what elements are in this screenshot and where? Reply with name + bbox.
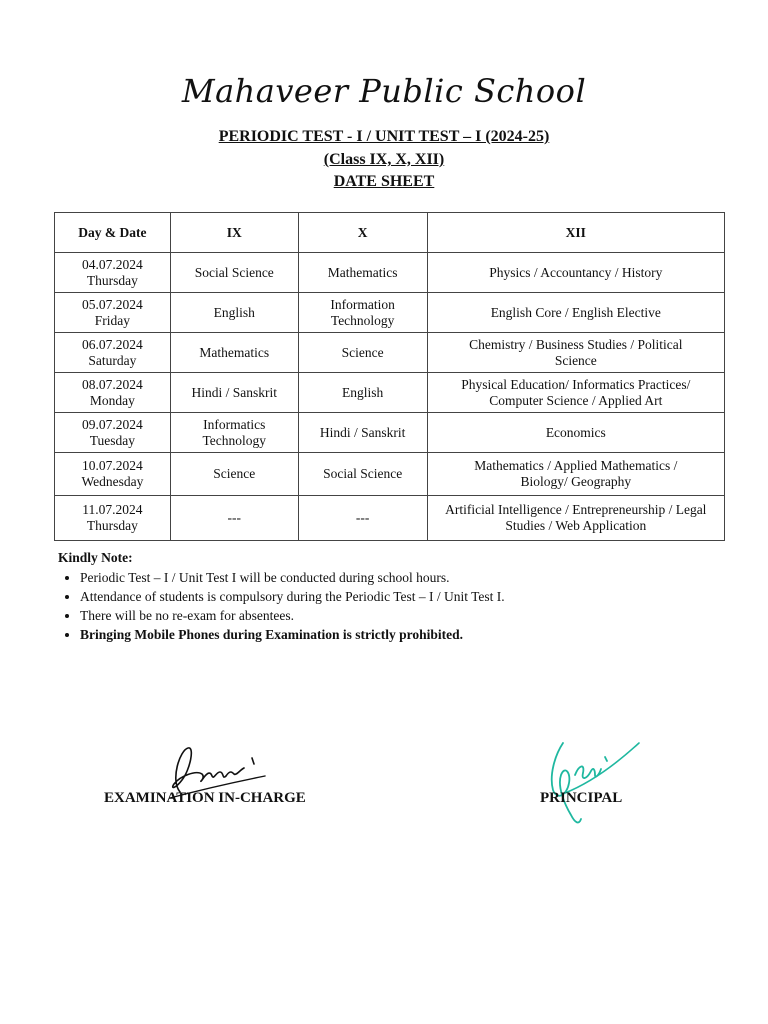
class-subtitle: (Class IX, X, XII) <box>323 151 445 168</box>
day: Monday <box>89 392 135 408</box>
date: 10.07.2024 <box>82 458 143 473</box>
ix-subject-cell: English <box>170 293 298 333</box>
date-cell <box>55 496 171 541</box>
ix-subject-cell: Social Science <box>170 253 298 293</box>
school-name: Mahaveer Public School <box>181 72 587 110</box>
x-subject-cell: Information Technology <box>298 293 427 333</box>
notes-title: Kindly Note: <box>58 550 133 565</box>
notes-list <box>58 568 738 644</box>
date-sheet-title: DATE SHEET <box>333 173 435 190</box>
day: Friday <box>94 312 131 328</box>
table-row <box>55 496 725 541</box>
day: Tuesday <box>89 432 136 448</box>
date-cell <box>55 293 171 333</box>
date: 06.07.2024 <box>82 336 143 352</box>
table-row <box>55 253 725 293</box>
date-cell <box>55 253 171 293</box>
day: Thursday <box>86 272 138 288</box>
table-row <box>55 453 725 496</box>
date-cell <box>55 413 171 453</box>
test-title: PERIODIC TEST - I / UNIT TEST – I (2024-25) <box>218 128 550 145</box>
xii-subject-cell: Economics <box>427 413 724 453</box>
date: 04.07.2024 <box>82 256 143 272</box>
column-header-xii: XII <box>427 213 724 253</box>
x-subject-cell: English <box>298 373 427 413</box>
xii-subject-cell: Mathematics / Applied Mathematics / Biology/ Geography <box>427 453 724 496</box>
table-row <box>55 333 725 373</box>
date: 05.07.2024 <box>82 296 143 312</box>
note-item-emphasis: • Bringing Mobile Phones during Examination is strictly prohibited. <box>80 625 738 644</box>
x-subject-cell: Mathematics <box>298 253 427 293</box>
x-subject-cell: Hindi / Sanskrit <box>298 413 427 453</box>
note-item: • Periodic Test – I / Unit Test I will be conducted during school hours. <box>80 568 738 587</box>
date: 08.07.2024 <box>82 376 143 392</box>
column-header-day-date: Day & Date <box>55 213 171 253</box>
note-item: • There will be no re-exam for absentees. <box>80 606 738 625</box>
date-sheet-table <box>54 212 725 541</box>
xii-subject-cell: Artificial Intelligence / Entrepreneurship / Legal Studies / Web Application <box>427 496 724 541</box>
ix-subject-cell: Science <box>170 453 298 496</box>
column-header-ix: IX <box>170 213 298 253</box>
examination-in-charge-label: EXAMINATION IN-CHARGE <box>104 790 306 806</box>
xii-subject-cell: English Core / English Elective <box>427 293 724 333</box>
note-item: • Attendance of students is compulsory during the Periodic Test – I / Unit Test I. <box>80 587 738 606</box>
ix-subject-cell: Hindi / Sanskrit <box>170 373 298 413</box>
xii-subject-cell: Physical Education/ Informatics Practices/ Computer Science / Applied Art <box>427 373 724 413</box>
x-subject-cell: Science <box>298 333 427 373</box>
xii-subject-cell: Physics / Accountancy / History <box>427 253 724 293</box>
table-row <box>55 293 725 333</box>
xii-subject-cell: Chemistry / Business Studies / Political Science <box>427 333 724 373</box>
notes-section <box>58 550 738 644</box>
ix-subject-cell: Informatics Technology <box>170 413 298 453</box>
ix-subject-cell: --- <box>170 496 298 541</box>
table-row <box>55 413 725 453</box>
principal-label: PRINCIPAL <box>540 790 623 806</box>
date: 09.07.2024 <box>82 416 143 432</box>
date-cell <box>55 373 171 413</box>
date-cell <box>55 333 171 373</box>
x-subject-cell: --- <box>298 496 427 541</box>
principal-signature <box>535 735 645 830</box>
day: Wednesday <box>81 474 144 489</box>
table-header-row <box>55 213 725 253</box>
table-row <box>55 373 725 413</box>
x-subject-cell: Social Science <box>298 453 427 496</box>
ix-subject-cell: Mathematics <box>170 333 298 373</box>
date: 11.07.2024 <box>82 502 143 517</box>
day: Saturday <box>88 352 137 368</box>
date-cell <box>55 453 171 496</box>
column-header-x: X <box>298 213 427 253</box>
day: Thursday <box>86 518 138 533</box>
